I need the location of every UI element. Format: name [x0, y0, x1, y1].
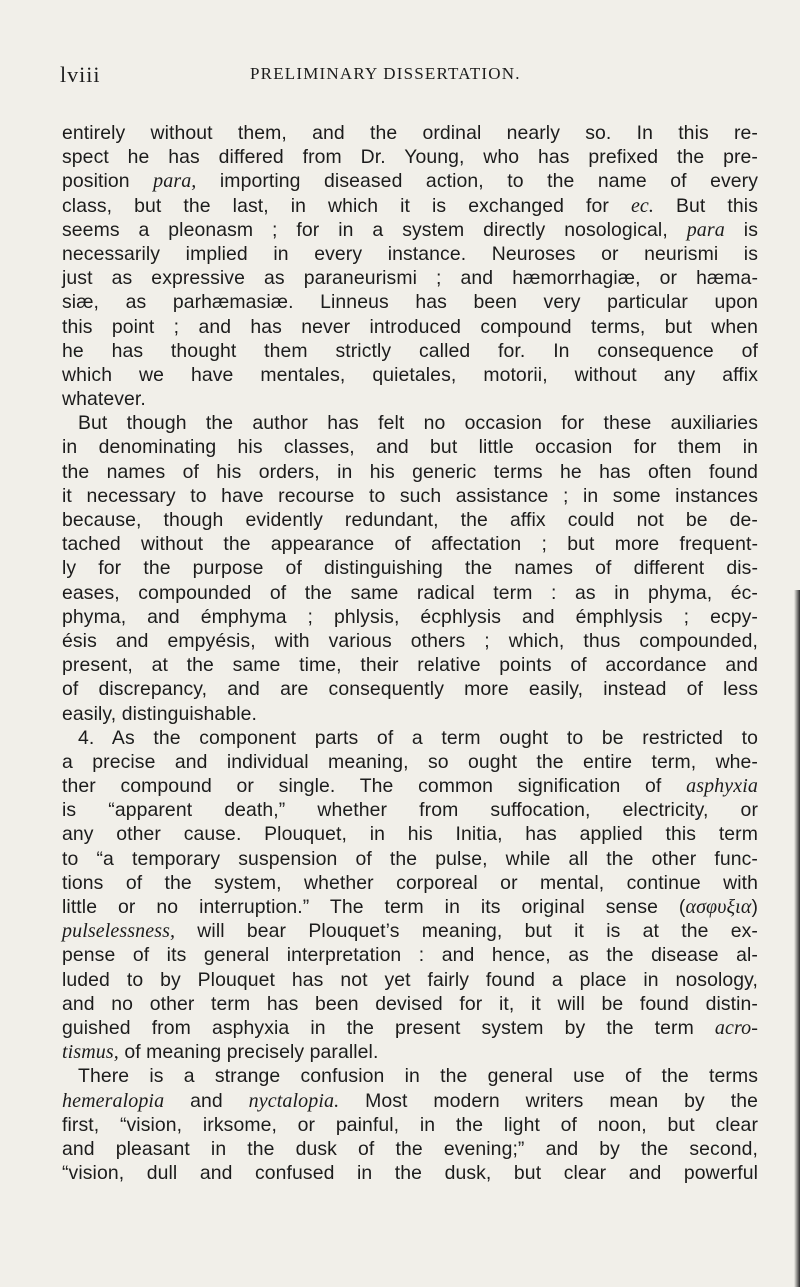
line-text: of discrepancy, and are consequently more easily, instead of less: [62, 678, 758, 701]
line-text: ésis and empyésis, with various others ; which, thus compounded,: [62, 629, 758, 652]
page-header: [60, 62, 780, 88]
line-text: will bear Plouquet’s meaning, but it is at the ex-: [175, 920, 758, 943]
text-line: [62, 121, 758, 145]
text-line: [62, 460, 758, 484]
line-text: Most modern writers mean by the: [339, 1089, 758, 1112]
line-text: ther compound or single. The common signification of: [62, 775, 687, 798]
text-line: [62, 653, 758, 677]
text-line: [62, 484, 758, 508]
line-text: pense of its general interpretation : and hence, as the disease al-: [62, 944, 758, 967]
line-text: ly for the purpose of distinguishing the names of different dis-: [62, 557, 758, 580]
text-line: [62, 822, 758, 846]
line-text: spect he has differed from Dr. Young, who has prefixed the pre-: [62, 146, 758, 169]
line-text: any other cause. Plouquet, in his Initia, has applied this term: [62, 823, 758, 846]
line-text: and: [164, 1089, 249, 1112]
text-line: [62, 1064, 758, 1088]
line-text: luded to by Plouquet has not yet fairly found a place in nosology,: [62, 968, 758, 991]
line-text: a precise and individual meaning, so ought the entire term, whe-: [62, 750, 758, 773]
italic-term: hemeralopia: [62, 1089, 165, 1112]
line-text: 4. As the component parts of a term ought to be restricted to: [78, 726, 758, 749]
text-line: [62, 1161, 758, 1185]
page-edge-shadow: [794, 590, 800, 1287]
text-line: [62, 1040, 758, 1064]
line-text: which we have mentales, quietales, motorii, without any affix: [62, 363, 758, 386]
text-line: [62, 435, 758, 459]
line-text: and pleasant in the dusk of the evening;” and by the second,: [62, 1137, 758, 1160]
text-line: [62, 1113, 758, 1137]
line-text: guished from asphyxia in the present system by the term: [62, 1016, 715, 1039]
line-text: to “a temporary suspension of the pulse, while all the other func-: [62, 847, 758, 870]
italic-term: asphyxia: [686, 775, 758, 798]
line-text: whatever.: [62, 388, 146, 411]
line-text: eases, compounded of the same radical term : as in phyma, éc-: [62, 581, 758, 604]
italic-term: acro-: [714, 1016, 758, 1039]
line-text: easily, distinguishable.: [62, 702, 257, 725]
italic-term: ec.: [630, 194, 654, 217]
text-line: [62, 411, 758, 435]
line-text: position: [62, 170, 154, 193]
line-text: it necessary to have recourse to such assistance ; in some instances: [62, 484, 758, 507]
line-text: tached without the appearance of affectation ; but more frequent-: [62, 533, 758, 556]
text-line: [62, 919, 758, 943]
text-line: [62, 387, 758, 411]
line-text: seems a pleonasm ; for in a system directly nosological,: [62, 218, 687, 241]
text-line: [62, 1137, 758, 1161]
text-line: [62, 169, 758, 193]
line-text: There is a strange confusion in the general use of the terms: [78, 1065, 758, 1088]
text-line: [62, 943, 758, 967]
text-line: [62, 218, 758, 242]
text-line: [62, 363, 758, 387]
line-text: just as expressive as paraneurismi ; and hæmorrhagiæ, or hæma-: [62, 267, 758, 290]
italic-term: pulselessness,: [62, 920, 176, 943]
text-line: [62, 774, 758, 798]
text-line: [62, 508, 758, 532]
text-line: [62, 629, 758, 653]
text-line: [62, 677, 758, 701]
text-line: [62, 1016, 758, 1040]
line-text: he has thought them strictly called for. In consequence of: [62, 339, 758, 362]
line-text: ): [751, 896, 758, 918]
line-text: and no other term has been devised for it, it will be found distin-: [62, 992, 758, 1015]
text-line: [62, 194, 758, 218]
text-line: [62, 871, 758, 895]
line-text: the names of his orders, in his generic terms he has often found: [62, 460, 758, 483]
text-line: [62, 556, 758, 580]
italic-term: tismus,: [62, 1041, 119, 1064]
line-text: this point ; and has never introduced compound terms, but when: [62, 315, 758, 338]
text-line: [62, 605, 758, 629]
line-text: entirely without them, and the ordinal nearly so. In this re-: [62, 122, 758, 144]
text-line: [62, 1089, 758, 1113]
line-text: first, “vision, irksome, or painful, in the light of noon, but clear: [62, 1113, 758, 1136]
line-text: importing diseased action, to the name of every: [196, 170, 758, 193]
text-line: [62, 895, 758, 919]
text-line: [62, 968, 758, 992]
italic-term: nyctalopia.: [248, 1089, 340, 1112]
text-line: [62, 726, 758, 750]
line-text: class, but the last, in which it is exchanged for: [62, 194, 631, 217]
line-text: of meaning precisely parallel.: [118, 1041, 379, 1064]
line-text: present, at the same time, their relative points of accordance and: [62, 654, 758, 677]
body-text: [62, 121, 758, 1185]
text-line: [62, 290, 758, 314]
text-line: [62, 242, 758, 266]
running-head: PRELIMINARY DISSERTATION.: [250, 64, 521, 83]
text-line: [62, 315, 758, 339]
text-line: [62, 702, 758, 726]
text-line: [62, 750, 758, 774]
line-text: But though the author has felt no occasion for these auxiliaries: [78, 412, 758, 435]
line-text: in denominating his classes, and but little occasion for them in: [62, 436, 758, 459]
italic-term: ασφυξια: [685, 896, 752, 918]
line-text: But this: [654, 194, 758, 217]
text-line: [62, 532, 758, 556]
italic-term: para: [686, 218, 725, 241]
italic-term: para,: [153, 170, 197, 193]
line-text: tions of the system, whether corporeal or mental, continue with: [62, 871, 758, 894]
text-line: [62, 798, 758, 822]
text-line: [62, 581, 758, 605]
text-line: [62, 992, 758, 1016]
line-text: “vision, dull and confused in the dusk, but clear and powerful: [62, 1162, 758, 1185]
text-line: [62, 339, 758, 363]
line-text: siæ, as parhæmasiæ. Linneus has been very particular upon: [62, 291, 758, 314]
page-number: lviii: [60, 62, 101, 87]
line-text: is: [724, 218, 758, 241]
line-text: little or no interruption.” The term in its original sense (: [62, 896, 686, 918]
text-line: [62, 145, 758, 169]
line-text: necessarily implied in every instance. Neuroses or neurismi is: [62, 242, 758, 265]
text-line: [62, 847, 758, 871]
line-text: is “apparent death,” whether from suffocation, electricity, or: [62, 799, 758, 822]
line-text: because, though evidently redundant, the affix could not be de-: [62, 509, 758, 531]
line-text: phyma, and émphyma ; phlysis, écphlysis and émphlysis ; ecpy-: [62, 605, 758, 628]
text-line: [62, 266, 758, 290]
